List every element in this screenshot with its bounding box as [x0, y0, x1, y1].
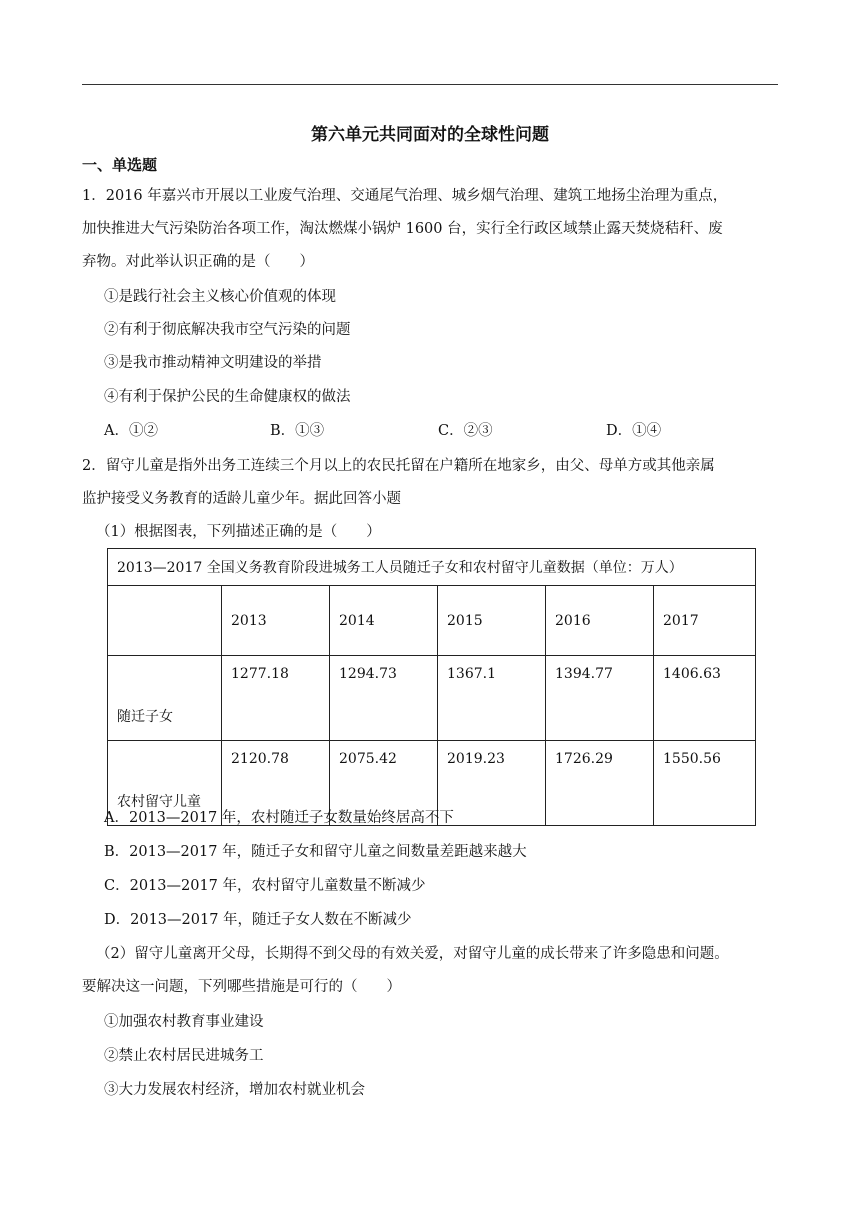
q2-sub2-statement-2: ②禁止农村居民进城务工 [104, 1048, 264, 1064]
table-cell: 1394.77 [546, 656, 654, 741]
table-cell: 1406.63 [654, 656, 756, 741]
table-caption: 2013—2017 全国义务教育阶段进城务工人员随迁子女和农村留守儿童数据（单位：万人） [108, 549, 756, 586]
table-cell: 2120.78 [222, 741, 330, 826]
q2-sub2-statement-3: ③大力发展农村经济，增加农村就业机会 [104, 1082, 365, 1098]
q2-sub2-stem-line1: （2）留守儿童离开父母，长期得不到父母的有效关爱，对留守儿童的成长带来了许多隐患和问题。 [96, 946, 729, 962]
q1-option-b[interactable]: B．①③ [270, 423, 325, 439]
q2-sub1-option-d[interactable]: D．2013—2017 年，随迁子女人数在不断减少 [104, 912, 412, 928]
table-row [108, 656, 756, 741]
q1-stem-line1: 1．2016 年嘉兴市开展以工业废气治理、交通尾气治理、城乡烟气治理、建筑工地扬尘治理为重点， [82, 188, 728, 204]
q1-stem-line2: 加快推进大气污染防治各项工作，淘汰燃煤小锅炉 1600 台，实行全行政区域禁止露天焚烧秸秆、废 [82, 221, 723, 237]
table-year-2016: 2016 [546, 586, 654, 656]
table-year-2015: 2015 [438, 586, 546, 656]
q2-stem-line2: 监护接受义务教育的适龄儿童少年。据此回答小题 [82, 491, 401, 507]
row-label-migrant-children: 随迁子女 [108, 656, 222, 741]
table-cell: 1550.56 [654, 741, 756, 826]
table-year-2014: 2014 [330, 586, 438, 656]
table-cell: 2075.42 [330, 741, 438, 826]
q2-stem-line1: 2．留守儿童是指外出务工连续三个月以上的农民托留在户籍所在地家乡，由父、母单方或其他亲属 [82, 458, 715, 474]
table-year-2017: 2017 [654, 586, 756, 656]
q2-sub1-option-b[interactable]: B．2013—2017 年，随迁子女和留守儿童之间数量差距越来越大 [104, 844, 527, 860]
q1-option-a[interactable]: A．①② [104, 423, 158, 439]
q2-sub1-option-a[interactable]: A．2013—2017 年，农村随迁子女数量始终居高不下 [104, 810, 454, 826]
data-table [107, 548, 756, 826]
q2-sub1-stem: （1）根据图表，下列描述正确的是（ ） [96, 524, 381, 540]
q1-statement-3: ③是我市推动精神文明建设的举措 [104, 355, 322, 371]
table-year-2013: 2013 [222, 586, 330, 656]
q1-statement-2: ②有利于彻底解决我市空气污染的问题 [104, 322, 351, 338]
q1-statement-4: ④有利于保护公民的生命健康权的做法 [104, 389, 351, 405]
row-label-left-behind-children: 农村留守儿童 [108, 741, 222, 826]
page-title: 第六单元共同面对的全球性问题 [311, 125, 549, 145]
q1-option-d[interactable]: D．①④ [606, 423, 662, 439]
table-cell: 1294.73 [330, 656, 438, 741]
q1-statement-1: ①是践行社会主义核心价值观的体现 [104, 289, 336, 305]
table-cell: 1726.29 [546, 741, 654, 826]
table-cell: 1367.1 [438, 656, 546, 741]
table-cell: 2019.23 [438, 741, 546, 826]
q2-sub2-statement-1: ①加强农村教育事业建设 [104, 1014, 264, 1030]
section-heading: 一、单选题 [82, 156, 158, 174]
header-rule [82, 84, 778, 85]
q2-sub1-option-c[interactable]: C．2013—2017 年，农村留守儿童数量不断减少 [104, 878, 426, 894]
q1-stem-line3: 弃物。对此举认识正确的是（ ） [82, 254, 314, 270]
table-cell: 1277.18 [222, 656, 330, 741]
table-corner-cell [108, 586, 222, 656]
q1-option-c[interactable]: C．②③ [438, 423, 493, 439]
q2-sub2-stem-line2: 要解决这一问题，下列哪些措施是可行的（ ） [82, 979, 401, 995]
